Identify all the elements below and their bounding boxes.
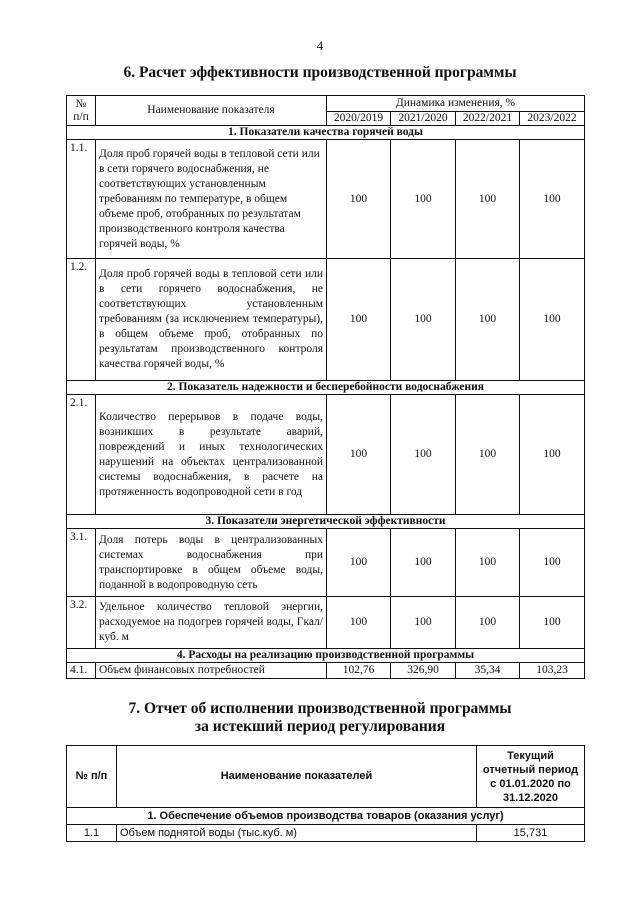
row-name: Доля потерь воды в централизованных системах водоснабжения при транспортировке в общем объеме воды, поданной в водопроводную сеть [96, 529, 327, 597]
header-period: Текущий отчетный период с 01.01.2020 по 31.12.2020 [477, 746, 585, 808]
table-row [67, 597, 585, 649]
row-number: 1.2. [67, 259, 96, 381]
row-value: 100 [520, 597, 585, 649]
row-value: 102,76 [327, 663, 391, 679]
header-year: 2020/2019 [327, 112, 391, 126]
row-name: Доля проб горячей воды в тепловой сети или в сети горячего водоснабжения, не соответствующих установленным требованиям (за исключением температуры), в общем объеме проб, отобранных по результатам производственного контроля качества горячей воды, % [96, 259, 327, 381]
table-row [67, 395, 585, 515]
page-number: 4 [316, 38, 324, 53]
row-value: 100 [391, 140, 456, 259]
row-value: 103,23 [520, 663, 585, 679]
row-name: Доля проб горячей воды в тепловой сети или в сети горячего водоснабжения, не соответствующих установленным требованиям по температуре, в общем объеме проб, отобранных по результатам производственного контроля качества горячей воды, % [96, 140, 327, 259]
group-title: 2. Показатель надежности и бесперебойности водоснабжения [67, 381, 585, 395]
efficiency-table [66, 95, 585, 679]
header-dynamics: Динамика изменения, % [327, 96, 585, 112]
table-row [67, 140, 585, 259]
row-value: 100 [456, 140, 520, 259]
row-name: Удельное количество тепловой энергии, расходуемое на подогрев горячей воды, Гкал/куб. м [96, 597, 327, 649]
row-value: 100 [391, 395, 456, 515]
group-title: 1. Показатели качества горячей воды [67, 126, 585, 140]
row-value: 326,90 [391, 663, 456, 679]
header-year: 2023/2022 [520, 112, 585, 126]
header-row [67, 746, 585, 808]
group-row [67, 808, 585, 825]
header-name: Наименование показателя [96, 96, 327, 126]
row-value: 35,34 [456, 663, 520, 679]
header-num: № п/п [67, 746, 117, 808]
table-row [67, 259, 585, 381]
table-row [67, 529, 585, 597]
section-7-title-line-1: 7. Отчет об исполнении производственной программы [128, 700, 512, 717]
row-value: 100 [327, 597, 391, 649]
row-number: 2.1. [67, 395, 96, 515]
row-value: 100 [456, 529, 520, 597]
group-row [67, 515, 585, 529]
header-row [67, 96, 585, 112]
row-value: 100 [391, 259, 456, 381]
row-value: 100 [520, 395, 585, 515]
row-value: 100 [456, 395, 520, 515]
section-7-title-line-2: за истекший период регулирования [194, 718, 446, 735]
group-row [67, 649, 585, 663]
row-value: 100 [391, 597, 456, 649]
row-value: 100 [456, 259, 520, 381]
report-table [66, 745, 585, 842]
row-number: 3.2. [67, 597, 96, 649]
table-row [67, 663, 585, 679]
group-row [67, 126, 585, 140]
row-value: 100 [456, 597, 520, 649]
table-row [67, 825, 585, 842]
row-value: 15,731 [477, 825, 585, 842]
section-6-title: 6. Расчет эффективности производственной программы [123, 64, 517, 81]
group-row [67, 381, 585, 395]
header-year: 2022/2021 [456, 112, 520, 126]
row-value: 100 [327, 395, 391, 515]
header-year: 2021/2020 [391, 112, 456, 126]
row-value: 100 [327, 529, 391, 597]
row-value: 100 [327, 140, 391, 259]
row-value: 100 [520, 259, 585, 381]
row-value: 100 [391, 529, 456, 597]
row-value: 100 [520, 529, 585, 597]
header-num: № п/п [67, 96, 96, 126]
header-name: Наименование показателей [117, 746, 477, 808]
group-title: 1. Обеспечение объемов производства товаров (оказания услуг) [67, 808, 585, 825]
row-number: 3.1. [67, 529, 96, 597]
row-number: 1.1. [67, 140, 96, 259]
row-name: Объем поднятой воды (тыс.куб. м) [117, 825, 477, 842]
row-value: 100 [327, 259, 391, 381]
row-number: 1.1 [67, 825, 117, 842]
row-name: Объем финансовых потребностей [96, 663, 327, 679]
row-name: Количество перерывов в подаче воды, возникших в результате аварий, повреждений и иных технологических нарушений на объектах централизованной системы водоснабжения, в расчете на протяженность водопроводной сети в год [96, 395, 327, 515]
group-title: 4. Расходы на реализацию производственной программы [67, 649, 585, 663]
row-value: 100 [520, 140, 585, 259]
row-number: 4.1. [67, 663, 96, 679]
group-title: 3. Показатели энергетической эффективности [67, 515, 585, 529]
